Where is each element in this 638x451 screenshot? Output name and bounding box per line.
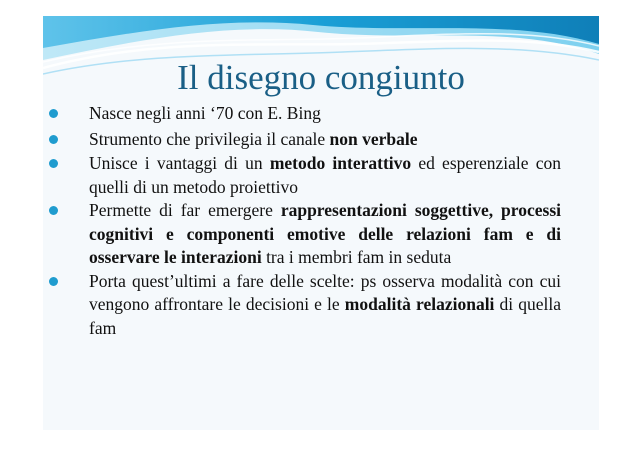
slide [43,16,599,430]
bullet-text: ed esperenziale con quelli di un metodo proiettivo [89,153,561,197]
bullet-text: tra i membri fam in seduta [261,247,452,267]
bullet-list [49,102,561,340]
bullet-text: Strumento che privilegia il canale [89,128,330,149]
bullet-item [49,152,561,199]
bullet-dot-icon [49,159,58,168]
bullet-text: Permette di far emergere [89,200,281,220]
bullet-text: Unisce i vantaggi di un [89,153,270,173]
bullet-item [49,102,561,126]
bullet-item [49,199,561,270]
bullet-item [49,270,561,341]
bullet-text: Porta quest’ultimi a fare delle scelte: ps osserva modalità con cui vengono affrontare le decisioni e le [89,270,561,314]
bullet-bold-text: rappresentazioni soggettive, processi cognitivi e componenti emotive delle relazioni fam e di osservare le interazioni [89,200,561,267]
bullet-text: Nasce negli anni ‘70 con E. Bing [89,103,321,123]
bullet-bold-text: metodo interattivo [269,153,412,173]
bullet-dot-icon [49,206,58,215]
bullet-bold-text: modalità relazionali [344,294,495,314]
bullet-dot-icon [49,109,58,118]
bullet-bold-text: non verbale [329,128,418,149]
bullet-item [49,128,561,152]
bullet-dot-icon [49,135,58,144]
slide-title: Il disegno congiunto [177,58,465,97]
bullet-text: di quella fam [89,294,562,338]
bullet-dot-icon [49,277,58,286]
